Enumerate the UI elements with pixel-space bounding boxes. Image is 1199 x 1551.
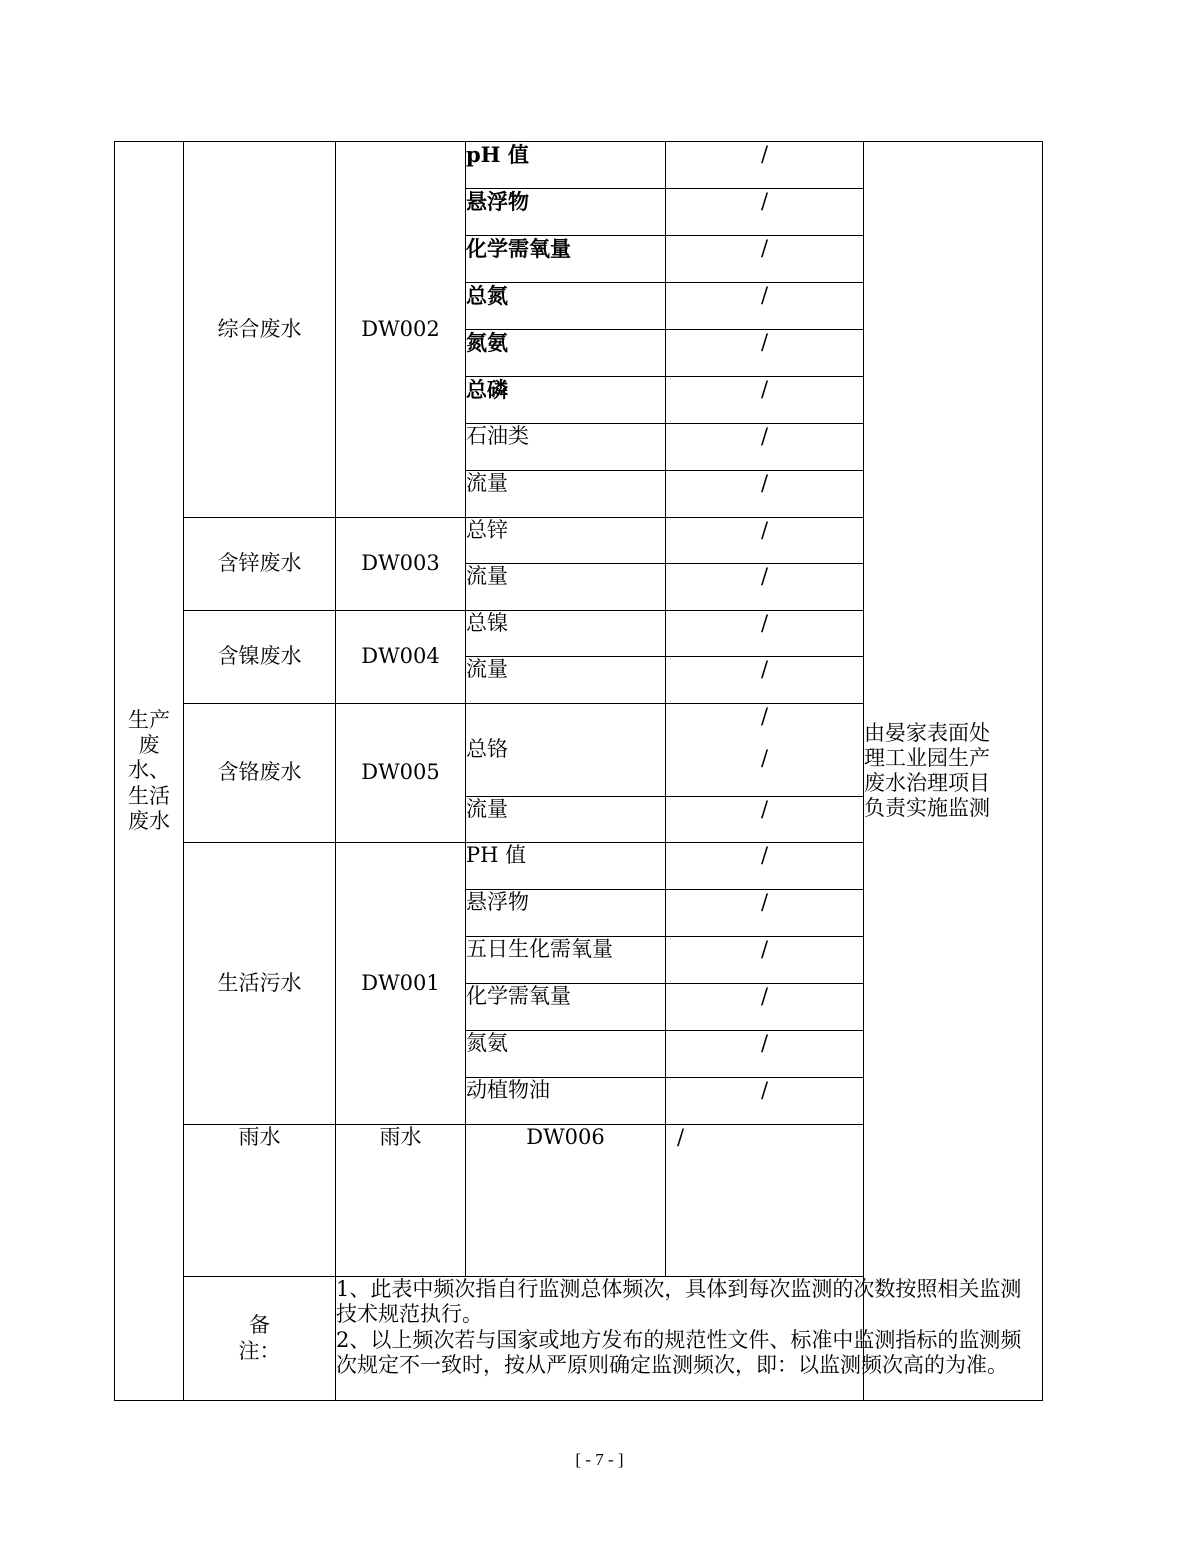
- frequency-cell: [666, 704, 864, 797]
- outlet-code: DW002: [336, 142, 466, 518]
- indicator: 化学需氧量: [466, 236, 666, 283]
- indicator: 化学需氧量: [466, 984, 666, 1031]
- frequency: /: [666, 797, 864, 843]
- indicator: 流量: [466, 564, 666, 611]
- remarks-label: 备 注：: [184, 1277, 336, 1401]
- wastewater-name: 含锌废水: [184, 518, 336, 611]
- frequency: /: [666, 471, 864, 518]
- outlet-code: DW005: [336, 704, 466, 843]
- frequency: /: [760, 746, 769, 770]
- frequency: /: [666, 518, 864, 564]
- rain-category: 雨水: [184, 1125, 336, 1277]
- indicator: PH 值: [466, 843, 666, 890]
- indicator: 流量: [466, 797, 666, 843]
- outlet-code: DW004: [336, 611, 466, 704]
- frequency: /: [666, 843, 864, 890]
- indicator: 动植物油: [466, 1078, 666, 1125]
- outlet-code: DW003: [336, 518, 466, 611]
- frequency: /: [666, 984, 864, 1031]
- frequency: /: [666, 424, 864, 471]
- frequency: /: [666, 236, 864, 283]
- frequency: /: [666, 142, 864, 189]
- indicator: 悬浮物: [466, 189, 666, 236]
- frequency: /: [666, 657, 864, 704]
- indicator: 氮氨: [466, 330, 666, 377]
- frequency: /: [760, 704, 769, 728]
- frequency: /: [666, 189, 864, 236]
- wastewater-name: 生活污水: [184, 843, 336, 1125]
- wastewater-name: 综合废水: [184, 142, 336, 518]
- frequency: /: [666, 1078, 864, 1125]
- rain-indicator: /: [666, 1125, 864, 1277]
- frequency: /: [666, 890, 864, 937]
- remark-item: 2、以上频次若与国家或地方发布的规范性文件、标准中监测指标的监测频次规定不一致时，按从严原则确定监测频次，即：以监测频次高的为准。: [336, 1327, 1022, 1377]
- indicator: 总铬: [466, 704, 666, 797]
- remarks-body: [336, 1277, 1043, 1401]
- indicator: 石油类: [466, 424, 666, 471]
- indicator: pH 值: [466, 142, 666, 189]
- monitoring-table: [114, 141, 1043, 1401]
- frequency: /: [666, 937, 864, 984]
- indicator: 总锌: [466, 518, 666, 564]
- page-number: [ - 7 - ]: [575, 1450, 624, 1469]
- category-cell: 生产 废 水、 生活 废水: [115, 142, 184, 1401]
- indicator: 流量: [466, 657, 666, 704]
- frequency: /: [666, 283, 864, 330]
- indicator: 五日生化需氧量: [466, 937, 666, 984]
- frequency: /: [666, 564, 864, 611]
- frequency: /: [666, 377, 864, 424]
- side-note: 由晏家表面处 理工业园生产 废水治理项目 负责实施监测: [864, 142, 1043, 1401]
- outlet-code: DW001: [336, 843, 466, 1125]
- frequency: /: [666, 330, 864, 377]
- wastewater-name: 含镍废水: [184, 611, 336, 704]
- indicator: 总氮: [466, 283, 666, 330]
- wastewater-name: 含铬废水: [184, 704, 336, 843]
- remarks-row: [115, 1277, 1043, 1401]
- remark-item: 1、此表中频次指自行监测总体频次，具体到每次监测的次数按照相关监测技术规范执行。: [336, 1277, 1022, 1327]
- indicator: 总磷: [466, 377, 666, 424]
- frequency: /: [666, 611, 864, 657]
- table-row: [115, 142, 1043, 189]
- indicator: 悬浮物: [466, 890, 666, 937]
- indicator: 流量: [466, 471, 666, 518]
- indicator: 氮氨: [466, 1031, 666, 1078]
- frequency: /: [666, 1031, 864, 1078]
- indicator: 总镍: [466, 611, 666, 657]
- rain-code: DW006: [466, 1125, 666, 1277]
- rain-name: 雨水: [336, 1125, 466, 1277]
